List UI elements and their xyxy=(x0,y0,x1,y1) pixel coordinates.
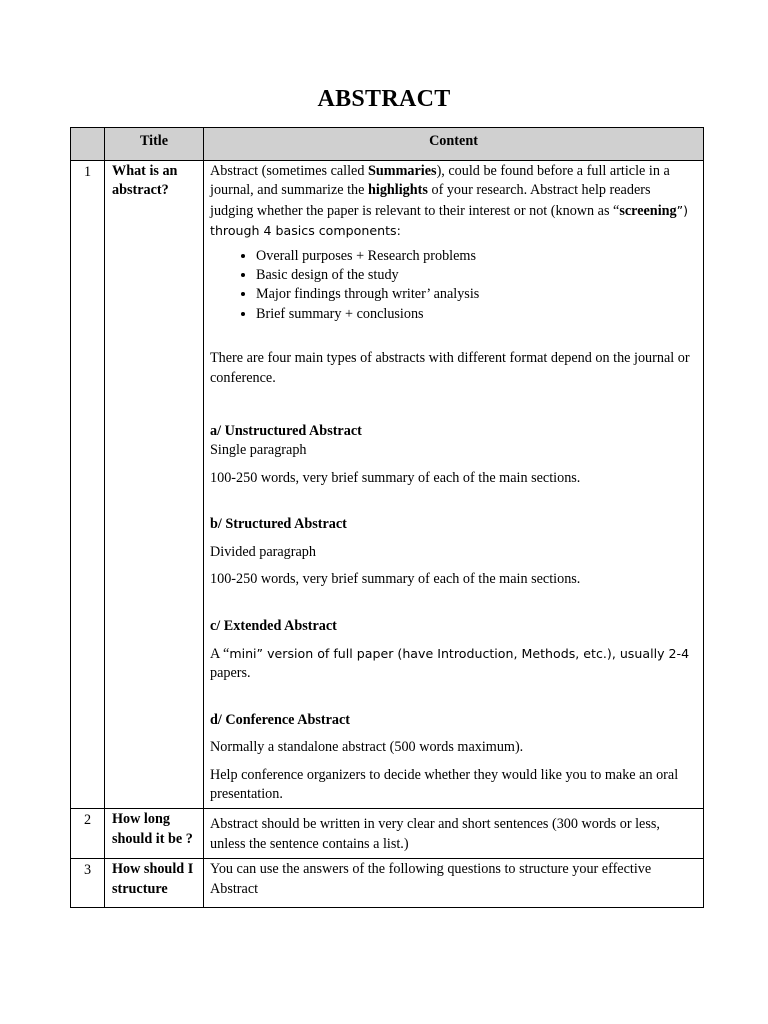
row-title: How long should it be ? xyxy=(105,809,204,859)
type-b-line2: 100-250 words, very brief summary of each of the main sections. xyxy=(210,571,581,588)
list-item: • Major findings through writer’ analysis xyxy=(256,285,695,304)
row-number: 3 xyxy=(71,859,105,908)
components-list xyxy=(210,247,695,325)
type-a-line1: Single paragraph xyxy=(210,442,307,459)
type-c-heading: c/ Extended Abstract xyxy=(210,617,337,634)
list-item: • Brief summary + conclusions xyxy=(256,305,695,324)
row-number: 1 xyxy=(71,161,105,809)
abstract-table xyxy=(70,127,704,908)
row-content: Abstract should be written in very clear and short sentences (300 words or less, unless the sentence contains a list.) xyxy=(204,809,704,859)
type-a-heading: a/ Unstructured Abstract xyxy=(210,423,362,440)
header-number xyxy=(71,128,105,161)
row-title: How should I structure xyxy=(105,859,204,908)
type-d-line1: Normally a standalone abstract (500 words maximum). xyxy=(210,739,524,756)
type-b-line1: Divided paragraph xyxy=(210,543,316,560)
table-header-row xyxy=(71,128,704,161)
row-number: 2 xyxy=(71,809,105,859)
table-row xyxy=(71,859,704,908)
table-row xyxy=(71,809,704,859)
type-d-line2: Help conference organizers to decide whether they would like you to make an oral presentation. xyxy=(210,766,679,802)
type-a-line2: 100-250 words, very brief summary of each of the main sections. xyxy=(210,469,581,486)
types-intro: There are four main types of abstracts with different format depend on the journal or conference. xyxy=(210,350,690,386)
header-title: Title xyxy=(105,128,204,161)
type-b-heading: b/ Structured Abstract xyxy=(210,516,347,533)
list-item: • Overall purposes + Research problems xyxy=(256,247,695,266)
document-title: ABSTRACT xyxy=(317,86,451,112)
list-item: • Basic design of the study xyxy=(256,266,695,285)
intro-paragraph: Abstract (sometimes called Summaries), could be found before a full article in a journal, and summarize the highlights of your research. Abstract help readers judging whether the paper is relevant to their interest or not (known as “screening”) through 4 basics components: xyxy=(210,163,689,239)
table-row xyxy=(71,161,704,809)
type-c-line1: A “mini” version of full paper (have Introduction, Methods, etc.), usually 2-4 papers. xyxy=(210,645,690,682)
row-title: What is an abstract? xyxy=(105,161,204,809)
header-content: Content xyxy=(204,128,704,161)
row-content xyxy=(204,161,704,809)
row-content: You can use the answers of the following questions to structure your effective Abstract xyxy=(204,859,704,908)
type-d-heading: d/ Conference Abstract xyxy=(210,711,351,728)
